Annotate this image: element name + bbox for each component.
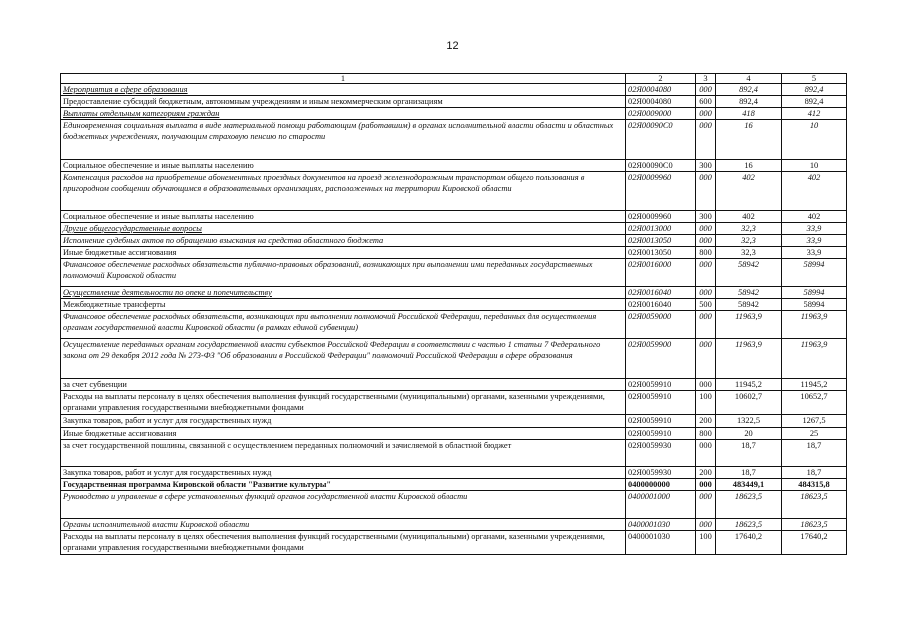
row-code-cell: 0400001030 [626, 531, 696, 555]
row-code-cell: 02Я0013050 [626, 235, 696, 247]
row-value-2-cell: 11963,9 [782, 311, 847, 339]
row-type-cell: 000 [696, 287, 716, 299]
row-code-cell: 02Я0059000 [626, 311, 696, 339]
row-value-1-cell: 58942 [716, 259, 782, 287]
row-code-cell: 02Я0059930 [626, 467, 696, 479]
row-value-2-cell: 18,7 [782, 440, 847, 467]
table-row [61, 311, 847, 339]
row-name-cell: за счет субвенции [61, 379, 626, 391]
row-value-1-cell: 892,4 [716, 96, 782, 108]
row-type-cell: 200 [696, 467, 716, 479]
header-cell-name: 1 [61, 74, 626, 84]
row-code-cell: 02Я0059910 [626, 428, 696, 440]
row-value-1-cell: 32,3 [716, 223, 782, 235]
row-type-cell: 000 [696, 379, 716, 391]
row-code-cell: 02Я00090С0 [626, 120, 696, 160]
row-value-1-cell: 32,3 [716, 247, 782, 259]
row-value-1-cell: 402 [716, 211, 782, 223]
row-type-cell: 200 [696, 415, 716, 428]
row-type-cell: 000 [696, 440, 716, 467]
row-name-cell: Государственная программа Кировской области "Развитие культуры" [61, 479, 626, 491]
table-row [61, 299, 847, 311]
table-row [61, 287, 847, 299]
row-code-cell: 02Я0059900 [626, 339, 696, 379]
page-number: 12 [446, 40, 459, 52]
table-row [61, 391, 847, 415]
row-type-cell: 100 [696, 531, 716, 555]
row-type-cell: 300 [696, 160, 716, 172]
row-value-1-cell: 1322,5 [716, 415, 782, 428]
table-header-row [61, 74, 847, 84]
row-value-1-cell: 11963,9 [716, 339, 782, 379]
table-row [61, 211, 847, 223]
row-type-cell: 800 [696, 428, 716, 440]
table-row [61, 339, 847, 379]
row-name-cell: Расходы на выплаты персоналу в целях обеспечения выполнения функций государственными (муниципальными) органами, казенными учреждениями, органами управления государственными внебюджетными фондами [61, 531, 626, 555]
row-value-1-cell: 58942 [716, 299, 782, 311]
row-value-1-cell: 11945,2 [716, 379, 782, 391]
row-value-2-cell: 11945,2 [782, 379, 847, 391]
row-value-2-cell: 892,4 [782, 96, 847, 108]
table-row [61, 379, 847, 391]
table-row [61, 440, 847, 467]
row-type-cell: 600 [696, 96, 716, 108]
row-code-cell: 02Я0009960 [626, 211, 696, 223]
row-value-1-cell: 18623,5 [716, 491, 782, 519]
row-code-cell: 02Я0016000 [626, 259, 696, 287]
row-name-cell: Осуществление переданных органам государственной власти субъектов Российской Федерации в соответствии с частью 1 статьи 7 Федерального закона от 29 декабря 2012 года № 273-ФЗ "Об образовании в Российской Федерации" полномочий Российской Федерации в сфере образования [61, 339, 626, 379]
table-row [61, 247, 847, 259]
row-value-1-cell: 402 [716, 172, 782, 211]
row-type-cell: 000 [696, 311, 716, 339]
row-name-cell: Иные бюджетные ассигнования [61, 247, 626, 259]
row-code-cell: 02Я0059930 [626, 440, 696, 467]
row-value-1-cell: 892,4 [716, 84, 782, 96]
row-name-cell: Социальное обеспечение и иные выплаты населению [61, 160, 626, 172]
row-value-2-cell: 1267,5 [782, 415, 847, 428]
row-name-cell: Компенсация расходов на приобретение абонементных проездных документов на проезд железнодорожным транспортом общего пользования в пригородном сообщении обучающимся в образовательных организациях, расположенных на территории Кировской области [61, 172, 626, 211]
table-row [61, 491, 847, 519]
table-row [61, 519, 847, 531]
row-value-2-cell: 17640,2 [782, 531, 847, 555]
row-value-2-cell: 484315,8 [782, 479, 847, 491]
row-code-cell: 02Я0009000 [626, 108, 696, 120]
row-value-1-cell: 20 [716, 428, 782, 440]
row-code-cell: 02Я0016040 [626, 299, 696, 311]
row-value-2-cell: 18623,5 [782, 519, 847, 531]
row-value-2-cell: 33,9 [782, 235, 847, 247]
row-value-2-cell: 10 [782, 120, 847, 160]
row-value-1-cell: 18623,5 [716, 519, 782, 531]
table-row [61, 467, 847, 479]
row-name-cell: Органы исполнительной власти Кировской области [61, 519, 626, 531]
row-value-2-cell: 10 [782, 160, 847, 172]
row-value-2-cell: 33,9 [782, 223, 847, 235]
table-row [61, 531, 847, 555]
table-row [61, 172, 847, 211]
row-value-2-cell: 11963,9 [782, 339, 847, 379]
row-name-cell: Выплаты отдельным категориям граждан [61, 108, 626, 120]
row-type-cell: 000 [696, 339, 716, 379]
row-code-cell: 02Я0013000 [626, 223, 696, 235]
table-row [61, 235, 847, 247]
row-type-cell: 000 [696, 235, 716, 247]
row-type-cell: 000 [696, 259, 716, 287]
row-name-cell: Исполнение судебных актов по обращению взыскания на средства областного бюджета [61, 235, 626, 247]
row-value-1-cell: 11963,9 [716, 311, 782, 339]
row-value-2-cell: 10652,7 [782, 391, 847, 415]
row-name-cell: Закупка товаров, работ и услуг для государственных нужд [61, 415, 626, 428]
table-row [61, 84, 847, 96]
row-code-cell: 02Я0004080 [626, 96, 696, 108]
header-cell-type: 3 [696, 74, 716, 84]
row-type-cell: 000 [696, 108, 716, 120]
row-type-cell: 500 [696, 299, 716, 311]
row-type-cell: 300 [696, 211, 716, 223]
row-value-1-cell: 483449,1 [716, 479, 782, 491]
row-value-1-cell: 16 [716, 160, 782, 172]
row-value-1-cell: 18,7 [716, 440, 782, 467]
header-cell-value-2: 5 [782, 74, 847, 84]
row-code-cell: 0400000000 [626, 479, 696, 491]
row-name-cell: Мероприятия в сфере образования [61, 84, 626, 96]
row-code-cell: 02Я0013050 [626, 247, 696, 259]
row-code-cell: 02Я0009960 [626, 172, 696, 211]
row-name-cell: Закупка товаров, работ и услуг для государственных нужд [61, 467, 626, 479]
row-code-cell: 0400001030 [626, 519, 696, 531]
table-row [61, 96, 847, 108]
row-value-2-cell: 58994 [782, 299, 847, 311]
row-name-cell: Руководство и управление в сфере установленных функций органов государственной власти Кировской области [61, 491, 626, 519]
row-name-cell: Другие общегосударственные вопросы [61, 223, 626, 235]
row-code-cell: 02Я0059910 [626, 379, 696, 391]
row-name-cell: Осуществление деятельности по опеке и попечительству [61, 287, 626, 299]
row-name-cell: Иные бюджетные ассигнования [61, 428, 626, 440]
row-name-cell: Финансовое обеспечение расходных обязательств, возникающих при выполнении полномочий Российской Федерации, переданных для осуществления органам государственной власти Кировской области (в рамках единой субвенции) [61, 311, 626, 339]
row-code-cell: 02Я0059910 [626, 415, 696, 428]
row-value-2-cell: 402 [782, 172, 847, 211]
table-row [61, 223, 847, 235]
row-value-1-cell: 32,3 [716, 235, 782, 247]
row-value-2-cell: 892,4 [782, 84, 847, 96]
table-row [61, 160, 847, 172]
row-name-cell: Расходы на выплаты персоналу в целях обеспечения выполнения функций государственными (муниципальными) органами, казенными учреждениями, органами управления государственными внебюджетными фондами [61, 391, 626, 415]
row-type-cell: 000 [696, 172, 716, 211]
header-cell-code: 2 [626, 74, 696, 84]
table-row [61, 428, 847, 440]
row-value-1-cell: 17640,2 [716, 531, 782, 555]
table-row [61, 108, 847, 120]
row-type-cell: 000 [696, 479, 716, 491]
table-row [61, 479, 847, 491]
table-row [61, 415, 847, 428]
row-name-cell: за счет государственной пошлины, связанной с осуществлением переданных полномочий и зачисляемой в областной бюджет [61, 440, 626, 467]
row-value-1-cell: 418 [716, 108, 782, 120]
row-value-1-cell: 16 [716, 120, 782, 160]
row-code-cell: 02Я00090С0 [626, 160, 696, 172]
table-row [61, 259, 847, 287]
row-name-cell: Социальное обеспечение и иные выплаты населению [61, 211, 626, 223]
row-type-cell: 800 [696, 247, 716, 259]
row-value-2-cell: 402 [782, 211, 847, 223]
row-value-2-cell: 58994 [782, 287, 847, 299]
row-code-cell: 02Я0004080 [626, 84, 696, 96]
row-value-1-cell: 58942 [716, 287, 782, 299]
row-code-cell: 02Я0016040 [626, 287, 696, 299]
row-name-cell: Предоставление субсидий бюджетным, автономным учреждениям и иным некоммерческим организациям [61, 96, 626, 108]
row-type-cell: 000 [696, 120, 716, 160]
row-value-2-cell: 18623,5 [782, 491, 847, 519]
row-value-1-cell: 18,7 [716, 467, 782, 479]
row-value-2-cell: 58994 [782, 259, 847, 287]
header-cell-value-1: 4 [716, 74, 782, 84]
row-type-cell: 000 [696, 84, 716, 96]
row-name-cell: Единовременная социальная выплата в виде материальной помощи работающим (работавшим) в органах исполнительной власти области и областных бюджетных учреждениях, получающим страховую пенсию по старости [61, 120, 626, 160]
row-code-cell: 02Я0059910 [626, 391, 696, 415]
row-value-2-cell: 412 [782, 108, 847, 120]
row-name-cell: Межбюджетные трансферты [61, 299, 626, 311]
row-name-cell: Финансовое обеспечение расходных обязательств публично-правовых образований, возникающих при выполнении ими переданных государственных полномочий Кировской области [61, 259, 626, 287]
row-type-cell: 000 [696, 491, 716, 519]
row-type-cell: 000 [696, 223, 716, 235]
row-type-cell: 000 [696, 519, 716, 531]
row-type-cell: 100 [696, 391, 716, 415]
row-value-2-cell: 33,9 [782, 247, 847, 259]
row-value-2-cell: 18,7 [782, 467, 847, 479]
table-row [61, 120, 847, 160]
row-value-2-cell: 25 [782, 428, 847, 440]
row-value-1-cell: 10602,7 [716, 391, 782, 415]
budget-table [60, 73, 847, 555]
row-code-cell: 0400001000 [626, 491, 696, 519]
